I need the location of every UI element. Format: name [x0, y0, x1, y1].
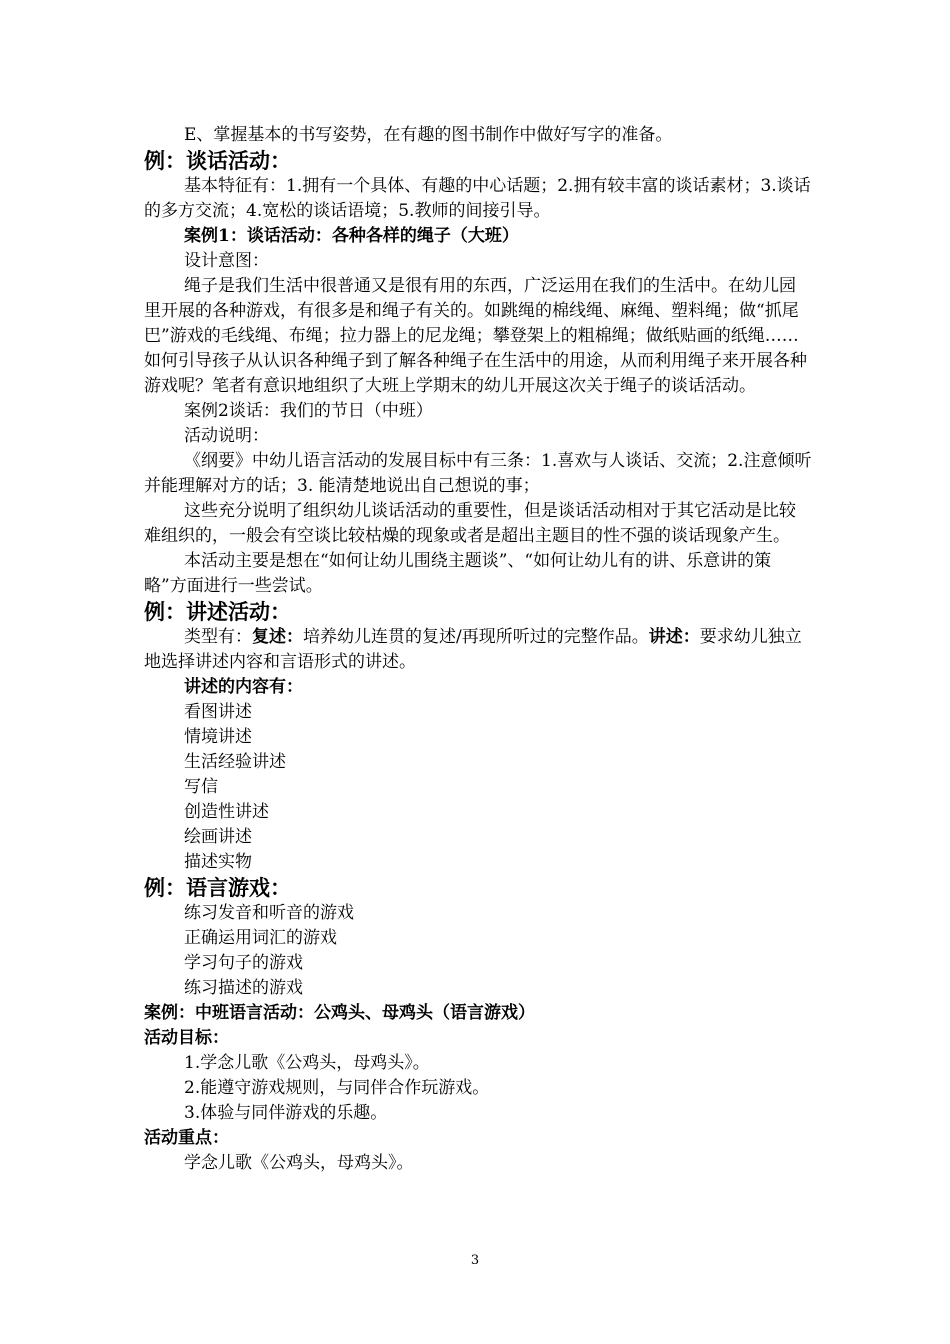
narrate-text: 要求幼儿独立地选择讲述内容和言语形式的讲述。: [144, 627, 802, 672]
design-intent-label: 设计意图：: [184, 251, 269, 271]
heading-conversation: 例：谈话活动：: [144, 149, 291, 173]
heading-language-game: 例：语言游戏：: [144, 876, 291, 900]
focus-heading: 活动重点：: [144, 1128, 229, 1148]
list-item: 练习描述的游戏: [184, 978, 303, 998]
list-item: 练习发音和听音的游戏: [184, 903, 354, 923]
design-intent-text: 绳子是我们生活中很普通又是很有用的东西，广泛运用在我们的生活中。在幼儿园里开展的各种游戏，有很多是和绳子有关的。如跳绳的棉线绳、麻绳、塑料绳；做“抓尾巴”游戏的毛线绳、布绳；拉力器上的尼龙绳；攀登架上的粗棉绳；做纸贴画的纸绳……如何引导孩子从认识各种绳子到了解各种绳子在生活中的用途，从而利用绳子来开展各种游戏呢？笔者有意识地组织了大班上学期末的幼儿开展这次关于绳子的谈话活动。: [144, 276, 807, 396]
list-item: 写信: [184, 777, 218, 797]
narrate-label: 讲述：: [648, 627, 700, 647]
goal-item: 1.学念儿歌《公鸡头，母鸡头》。: [184, 1053, 430, 1073]
conversation-features: 基本特征有：1.拥有一个具体、有趣的中心话题；2.拥有较丰富的谈话素材；3.谈话的多方交流；4.宽松的谈话语境；5.教师的间接引导。: [144, 176, 811, 221]
retell-label: 复述：: [252, 627, 303, 647]
focus-text: 学念儿歌《公鸡头，母鸡头》。: [184, 1153, 414, 1173]
attempt-text: 本活动主要是想在“如何让幼儿围绕主题谈”、“如何让幼儿有的讲、乐意讲的策略”方面进行一些尝试。: [144, 551, 772, 596]
list-item: 看图讲述: [184, 702, 252, 722]
case2-title: 案例2谈话：我们的节日（中班）: [184, 401, 433, 421]
goal-item: 2.能遵守游戏规则，与同伴合作玩游戏。: [184, 1078, 490, 1098]
activity-explain-label: 活动说明：: [184, 426, 269, 446]
goal-item: 3.体验与同伴游戏的乐趣。: [184, 1103, 388, 1123]
heading-narration: 例：讲述活动：: [144, 600, 291, 624]
list-item: 学习句子的游戏: [184, 953, 303, 973]
narration-content-head: 讲述的内容有：: [184, 677, 303, 697]
goals-heading: 活动目标：: [144, 1028, 229, 1048]
types-label: 类型有：: [184, 627, 252, 647]
list-item: 生活经验讲述: [184, 752, 286, 772]
importance-text: 这些充分说明了组织幼儿谈话活动的重要性，但是谈话活动相对于其它活动是比较难组织的，一般会有空谈比较枯燥的现象或者是超出主题目的性不强的谈话现象产生。: [144, 501, 796, 546]
list-item: 情境讲述: [184, 727, 252, 747]
list-item: 创造性讲述: [184, 802, 269, 822]
case1-title: 案例1：谈话活动：各种各样的绳子（大班）: [184, 226, 519, 246]
outline-goals-text: 《纲要》中幼儿语言活动的发展目标中有三条：1.喜欢与人谈话、交流；2.注意倾听并能理解对方的话；3. 能清楚地说出自己想说的事；: [144, 451, 812, 496]
case3-title: 案例：中班语言活动：公鸡头、母鸡头（语言游戏）: [144, 1003, 535, 1023]
list-item: 绘画讲述: [184, 827, 252, 847]
narration-types: [144, 625, 812, 675]
writing-goal-line: E、掌握基本的书写姿势，在有趣的图书制作中做好写字的准备。: [184, 125, 673, 145]
page-content: [144, 123, 812, 1176]
retell-text: 培养幼儿连贯的复述/再现所听过的完整作品。: [303, 627, 649, 647]
list-item: 正确运用词汇的游戏: [184, 928, 337, 948]
page-number: 3: [470, 1253, 480, 1268]
list-item: 描述实物: [184, 852, 252, 872]
